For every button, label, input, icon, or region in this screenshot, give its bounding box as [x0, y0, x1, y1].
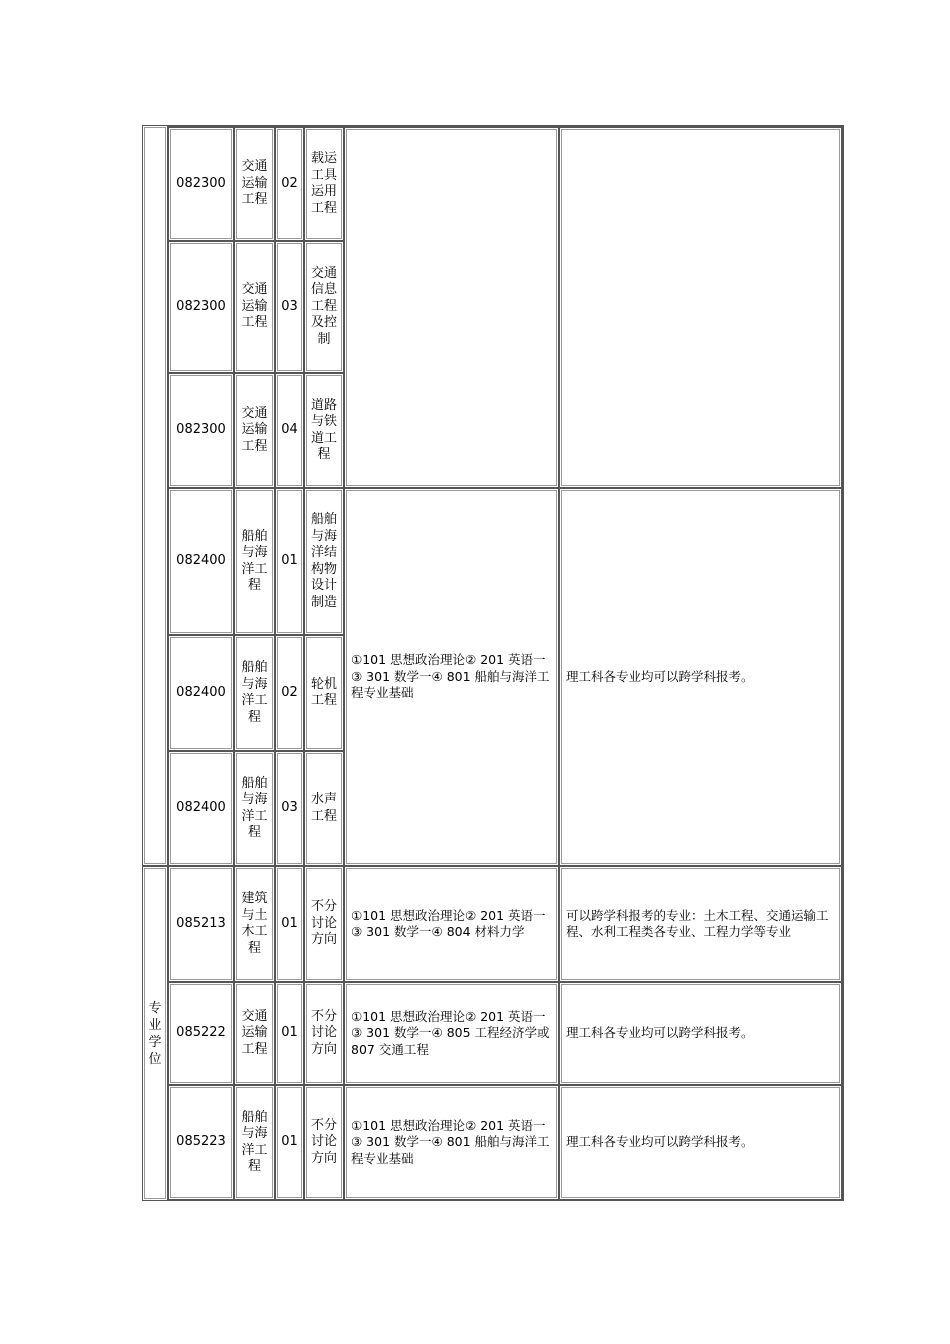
direction-no-cell [275, 982, 304, 1085]
notes-cell [559, 866, 842, 982]
direction-no-cell [275, 751, 304, 866]
major-code-cell [168, 635, 234, 751]
category-cell-professional [142, 866, 168, 1201]
direction-name-cell [304, 127, 344, 241]
major-code: 082400 [176, 684, 226, 700]
notes-text: 理工科各专业均可以跨学科报考。 [566, 1025, 754, 1041]
direction-name-cell [304, 488, 344, 635]
direction-name: 不分讨论方向 [310, 1008, 337, 1057]
major-code: 082400 [176, 800, 226, 816]
direction-no-cell [275, 373, 304, 488]
major-name: 船舶与海洋工程 [241, 660, 268, 725]
major-name: 船舶与海洋工程 [241, 528, 268, 593]
direction-name: 不分讨论方向 [310, 899, 337, 948]
major-code: 082300 [176, 175, 226, 191]
direction-no: 03 [281, 298, 298, 314]
exam-subjects-text: ①101 思想政治理论② 201 英语一③ 301 数学一④ 805 工程经济学或 807 交通工程 [351, 1008, 550, 1057]
major-code-cell [168, 751, 234, 866]
major-code-cell [168, 127, 234, 241]
direction-no: 03 [281, 800, 298, 816]
major-name: 建筑与土木工程 [241, 891, 268, 956]
direction-name: 船舶与海洋结构物设计制造 [310, 512, 337, 610]
major-name-cell [234, 241, 275, 373]
major-name: 船舶与海洋工程 [241, 1109, 268, 1174]
major-code-cell [168, 241, 234, 373]
major-name-cell [234, 127, 275, 241]
direction-no: 01 [281, 553, 298, 569]
exam-subjects-cell-082400 [344, 488, 559, 866]
direction-name-cell [304, 241, 344, 373]
direction-name-cell [304, 982, 344, 1085]
major-name-cell [234, 488, 275, 635]
major-code: 085222 [176, 1025, 226, 1041]
exam-subjects-text: ①101 思想政治理论② 201 英语一③ 301 数学一④ 801 船舶与海洋工程专业基础 [351, 1117, 550, 1166]
major-code-cell [168, 373, 234, 488]
major-code-cell [168, 488, 234, 635]
direction-name: 不分讨论方向 [310, 1117, 337, 1166]
direction-no-cell [275, 127, 304, 241]
major-code-cell [168, 866, 234, 982]
exam-subjects-cell [344, 982, 559, 1085]
major-name: 交通运输工程 [241, 1008, 268, 1057]
exam-subjects-cell-082300 [344, 127, 559, 488]
direction-name-cell [304, 373, 344, 488]
major-code-cell [168, 1085, 234, 1200]
major-name-cell [234, 751, 275, 866]
direction-name: 交通信息工程及控制 [310, 265, 337, 347]
category-cell-academic [142, 125, 168, 866]
notes-cell-082400 [559, 488, 842, 866]
direction-no-cell [275, 1085, 304, 1200]
direction-no: 02 [281, 175, 298, 191]
notes-cell [559, 982, 842, 1085]
notes-text: 理工科各专业均可以跨学科报考。 [566, 1134, 754, 1150]
direction-name-cell [304, 866, 344, 982]
major-code: 082400 [176, 553, 226, 569]
major-code: 082300 [176, 298, 226, 314]
direction-name-cell [304, 635, 344, 751]
direction-name: 道路与铁道工程 [310, 397, 337, 462]
direction-name: 载运工具运用工程 [310, 151, 337, 216]
exam-subjects-cell [344, 866, 559, 982]
direction-no-cell [275, 866, 304, 982]
major-code-cell [168, 982, 234, 1085]
major-name-cell [234, 373, 275, 488]
major-name-cell [234, 1085, 275, 1200]
direction-no-cell [275, 488, 304, 635]
major-name-cell [234, 635, 275, 751]
major-name: 交通运输工程 [241, 159, 268, 208]
major-name: 交通运输工程 [241, 282, 268, 331]
direction-no-cell [275, 241, 304, 373]
direction-name: 水声工程 [310, 792, 337, 824]
exam-subjects-cell [344, 1085, 559, 1200]
major-name-cell [234, 982, 275, 1085]
major-name: 船舶与海洋工程 [241, 775, 268, 840]
exam-subjects-text: ①101 思想政治理论② 201 英语一③ 301 数学一④ 804 材料力学 [351, 907, 546, 939]
notes-cell [559, 1085, 842, 1200]
direction-no: 04 [281, 422, 298, 438]
direction-no: 01 [281, 1134, 298, 1150]
direction-name-cell [304, 751, 344, 866]
notes-text: 理工科各专业均可以跨学科报考。 [566, 668, 754, 684]
notes-text: 可以跨学科报考的专业：土木工程、交通运输工程、水利工程类各专业、工程力学等专业 [566, 907, 829, 939]
major-name-cell [234, 866, 275, 982]
direction-no: 02 [281, 684, 298, 700]
major-name: 交通运输工程 [241, 405, 268, 454]
notes-cell-082300 [559, 127, 842, 488]
major-code: 085213 [176, 915, 226, 931]
direction-name-cell [304, 1085, 344, 1200]
exam-subjects-text: ①101 思想政治理论② 201 英语一③ 301 数学一④ 801 船舶与海洋工程专业基础 [351, 652, 550, 701]
major-code: 085223 [176, 1134, 226, 1150]
category-label: 专业学位 [148, 1000, 162, 1067]
direction-no: 01 [281, 915, 298, 931]
direction-no: 01 [281, 1025, 298, 1041]
direction-name: 轮机工程 [310, 676, 337, 708]
major-code: 082300 [176, 422, 226, 438]
direction-no-cell [275, 635, 304, 751]
